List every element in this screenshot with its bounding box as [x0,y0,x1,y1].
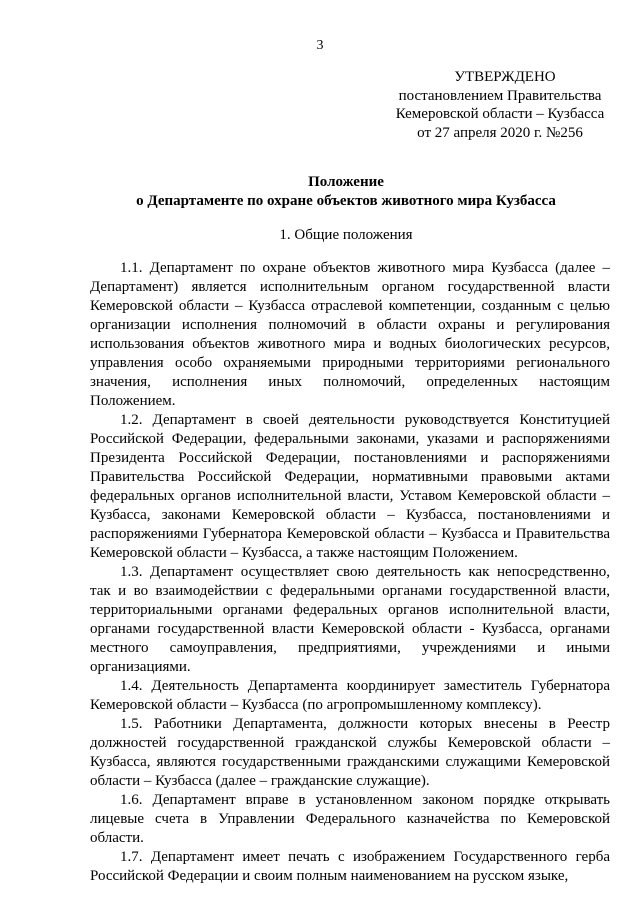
approval-date-line: от 27 апреля 2020 г. №256 [417,124,583,141]
title-line-1: Положение [308,174,384,190]
section-heading: 1. Общие положения [279,227,413,243]
approval-heading: УТВЕРЖДЕНО [454,69,556,85]
document-body [90,259,610,886]
approval-line-2: Кемеровской области – Кузбасса [395,106,605,122]
paragraph-1-5: 1.5. Работники Департамента, должности которых внесены в Реестр должностей государственной гражданской службы Кемеровской области – Кузбасса, являются государственными гражданскими служащими Кемеровской области – Кузбасса (далее – гражданские служащие). [90,716,610,789]
paragraph-1-2: 1.2. Департамент в своей деятельности руководствуется Конституцией Российской Федерации, федеральными законами, указами и распоряжениями Президента Российской Федерации, постановлениями и распоряжениями Правительства Российской Федерации, нормативными правовыми актами федеральных органов исполнительной власти, Уставом Кемеровской области – Кузбасса, законами Кемеровской области – Кузбасса, постановлениями и распоряжениями Губернатора Кемеровской области – Кузбасса и Правительства Кемеровской области – Кузбасса, а также настоящим Положением. [90,412,610,561]
page-number: 3 [316,38,324,53]
title-line-2: о Департаменте по охране объектов животного мира Кузбасса [136,193,556,209]
paragraph-1-4: 1.4. Деятельность Департамента координирует заместитель Губернатора Кемеровской области – Кузбасса (по агропромышленному комплексу). [90,678,610,713]
document-title [0,173,640,211]
paragraph-1-3: 1.3. Департамент осуществляет свою деятельность как непосредственно, так и во взаимодействии с федеральными органами государственной власти, территориальными органами федеральных органов исполнительной власти, органами государственной власти Кемеровской области - Кузбасса, органами местного самоуправления, предприятиями, учреждениями и иными организациями. [90,564,610,675]
approval-line-1: постановлением Правительства [398,87,602,104]
approval-stamp-block [380,68,620,142]
paragraph-1-7: 1.7. Департамент имеет печать с изображением Государственного герба Российской Федерации и своим полным наименованием на русском языке, [90,849,610,884]
paragraph-1-6: 1.6. Департамент вправе в установленном законом порядке открывать лицевые счета в Управлении Федерального казначейства по Кемеровской области. [90,792,610,846]
paragraph-1-1: 1.1. Департамент по охране объектов животного мира Кузбасса (далее – Департамент) является исполнительным органом государственной власти Кемеровской области – Кузбасса отраслевой компетенции, созданным с целью организации исполнения полномочий в области охраны и регулирования использования объектов животного мира и водных биологических ресурсов, управления особо охраняемыми природными территориями регионального значения, исполнения иных полномочий, определенных настоящим Положением. [90,260,610,409]
